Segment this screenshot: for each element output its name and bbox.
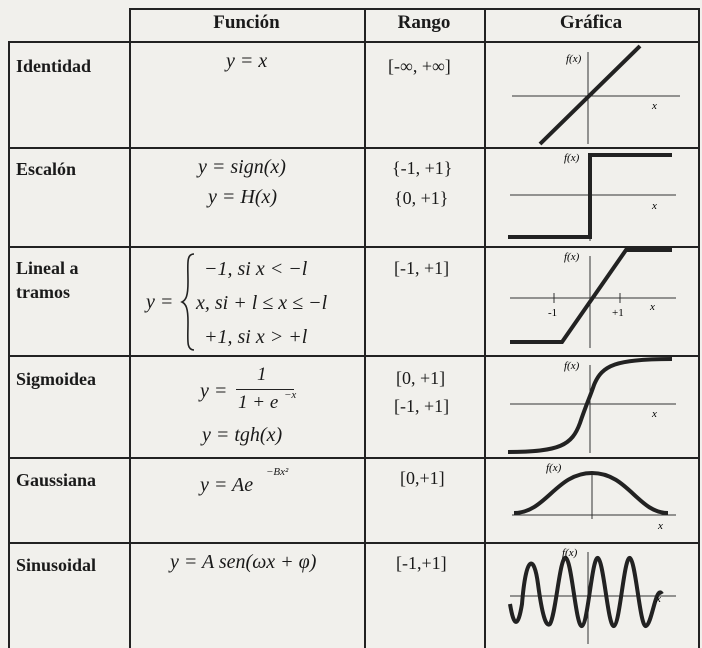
- formula-escalon-1: y = sign(x): [198, 156, 286, 178]
- graph-label-x: x: [656, 593, 661, 605]
- graph-sinusoidal: [490, 544, 696, 648]
- formula-gauss: y = Ae: [200, 474, 254, 496]
- graph-gaussiana: [490, 459, 696, 541]
- grid-line: [698, 8, 700, 648]
- formula-sigmoid-tgh: y = tgh(x): [202, 424, 283, 446]
- graph-escalon: [490, 149, 696, 245]
- graph-tick-neg: -1: [548, 307, 558, 319]
- graph-sigmoidea: [490, 357, 696, 456]
- formula-lineal-prefix: y =: [146, 291, 174, 313]
- brace-icon: [180, 252, 196, 352]
- row-name-gaussiana: Gaussiana: [16, 470, 97, 490]
- graph-identidad: [490, 44, 696, 146]
- graph-label-x: x: [652, 100, 657, 112]
- range-escalon-1: {-1, +1}: [392, 158, 453, 178]
- graph-label-fx: f(x): [566, 53, 582, 65]
- graph-label-fx: f(x): [564, 152, 580, 164]
- grid-line: [8, 41, 10, 648]
- formula-sigmoid-lhs: y =: [200, 380, 228, 402]
- formula-sigmoid-exponent: −x: [284, 389, 297, 401]
- header-graph: Gráfica: [559, 12, 623, 33]
- grid-line: [129, 8, 131, 648]
- row-name-sigmoidea: Sigmoidea: [16, 369, 97, 389]
- graph-tick-pos: +1: [612, 307, 624, 319]
- formula-sinusoidal: y = A sen(ωx + φ): [170, 551, 317, 573]
- range-sigmoid-2: [-1, +1]: [394, 396, 450, 416]
- formula-lineal-case-3: +1, si x > +l: [204, 326, 308, 348]
- graph-label-fx: f(x): [562, 547, 578, 559]
- row-name-sinusoidal: Sinusoidal: [16, 555, 97, 575]
- range-identidad: [-∞, +∞]: [388, 56, 451, 76]
- graph-label-fx: f(x): [564, 251, 580, 263]
- header-range: Rango: [397, 12, 451, 33]
- range-escalon-2: {0, +1}: [394, 188, 449, 208]
- row-name-line-2: tramos: [16, 282, 70, 302]
- formula-lineal-case-1: −1, si x < −l: [204, 258, 308, 280]
- grid-line: [129, 8, 698, 10]
- formula-sigmoid-numerator: 1: [257, 364, 267, 385]
- graph-label-x: x: [652, 408, 657, 420]
- range-sigmoid-1: [0, +1]: [396, 368, 446, 388]
- row-name-line-1: Lineal a: [16, 258, 79, 278]
- formula-identidad: y = x: [226, 50, 268, 72]
- range-sinusoidal: [-1,+1]: [396, 553, 447, 573]
- graph-lineal-a-tramos: [490, 248, 696, 354]
- row-name-lineal-a-tramos: [16, 256, 128, 304]
- header-function: Función: [213, 12, 280, 33]
- grid-line: [364, 8, 366, 648]
- formula-escalon-2: y = H(x): [208, 186, 278, 208]
- graph-label-fx: f(x): [564, 360, 580, 372]
- grid-line: [484, 8, 486, 648]
- graph-label-fx: f(x): [546, 462, 562, 474]
- formula-sigmoid-denominator: 1 + e: [238, 392, 279, 413]
- range-gauss: [0,+1]: [400, 468, 445, 488]
- grid-line: [8, 41, 698, 43]
- graph-label-x: x: [652, 200, 657, 212]
- row-name-identidad: Identidad: [16, 56, 92, 76]
- row-name-escalon: Escalón: [16, 159, 77, 179]
- formula-lineal-case-2: x, si + l ≤ x ≤ −l: [196, 292, 328, 314]
- graph-label-x: x: [658, 520, 663, 532]
- formula-gauss-exponent: −Bx²: [266, 466, 289, 478]
- range-lineal: [-1, +1]: [394, 258, 450, 278]
- graph-label-x: x: [650, 301, 655, 313]
